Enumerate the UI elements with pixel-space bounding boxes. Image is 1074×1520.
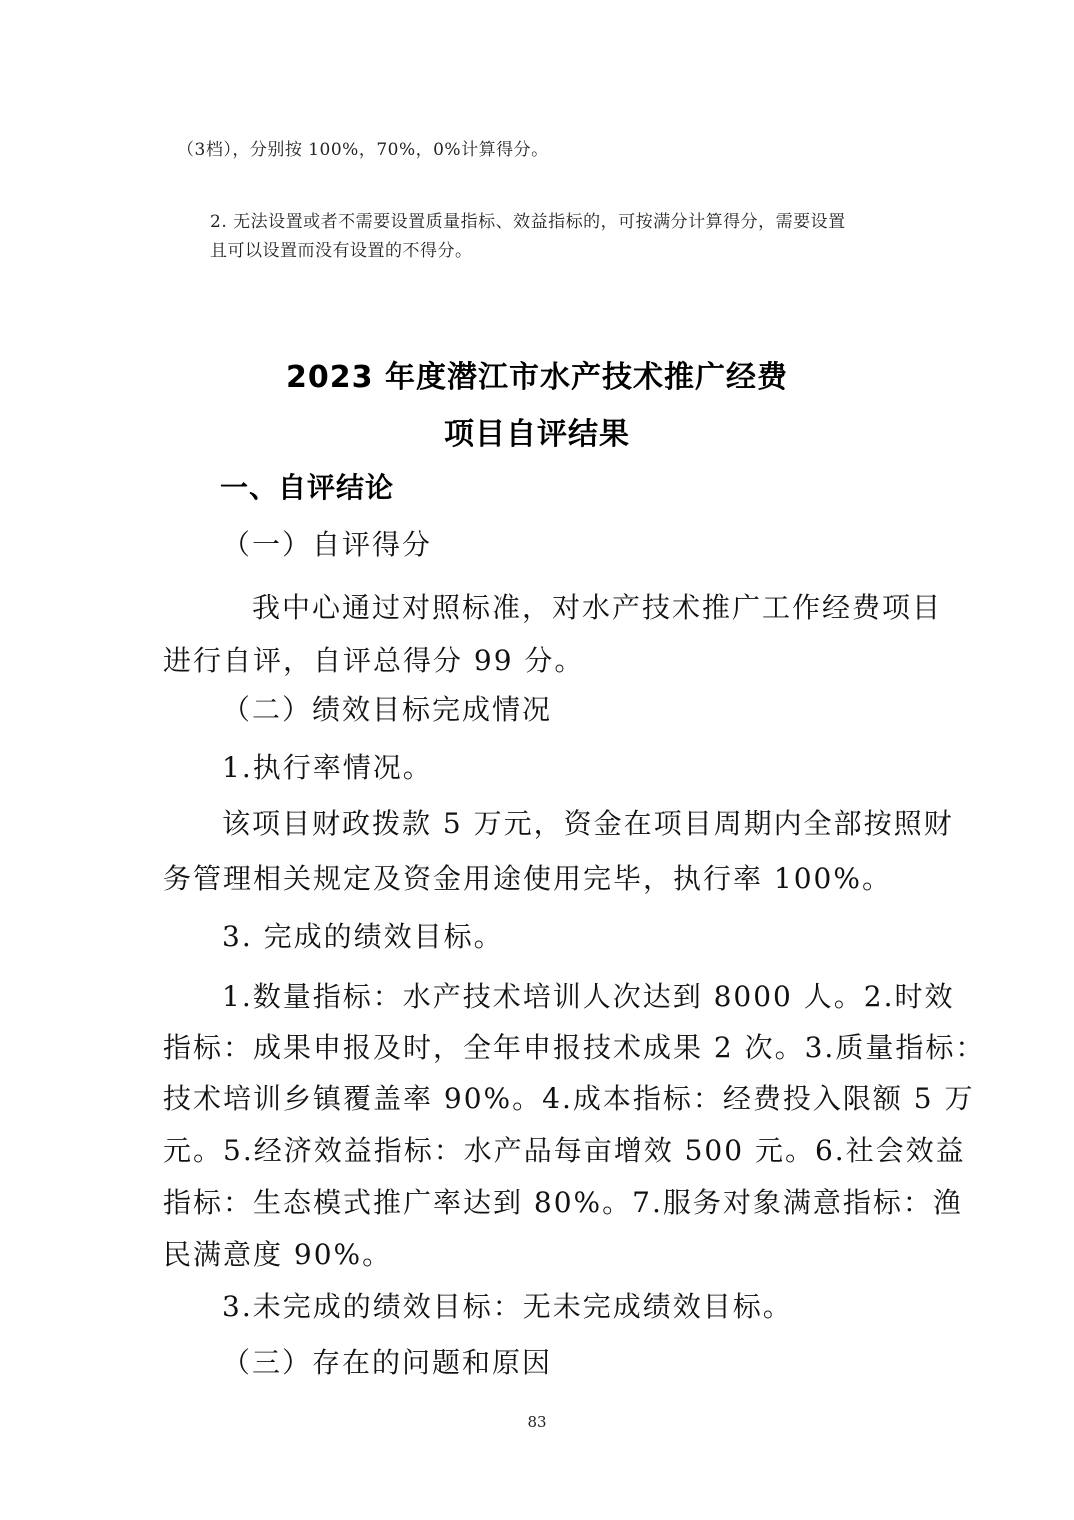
completed-goals-line-1: 1.数量指标：水产技术培训人次达到 8000 人。2.时效 [222, 980, 955, 1013]
completed-goals-line-2: 指标：成果申报及时，全年申报技术成果 2 次。3.质量指标： [163, 1031, 986, 1064]
note-line-3: 且可以设置而没有设置的不得分。 [210, 241, 473, 261]
execution-rate-line-1: 该项目财政拨款 5 万元，资金在项目周期内全部按照财 [222, 807, 954, 840]
completed-goals-line-6: 民满意度 90%。 [163, 1238, 393, 1271]
completed-goals-line-4: 元。5.经济效益指标：水产品每亩增效 500 元。6.社会效益 [163, 1134, 966, 1167]
document-title-line-1: 2023 年度潜江市水产技术推广经费 [286, 360, 788, 395]
note-line-2: 2. 无法设置或者不需要设置质量指标、效益指标的，可按满分计算得分，需要设置 [210, 212, 846, 232]
execution-rate-line-2: 务管理相关规定及资金用途使用完毕，执行率 100%。 [163, 862, 892, 895]
score-paragraph-line-1: 我中心通过对照标准，对水产技术推广工作经费项目 [252, 591, 943, 624]
completed-goals-heading: 3. 完成的绩效目标。 [222, 920, 504, 953]
uncompleted-goals-line: 3.未完成的绩效目标：无未完成绩效目标。 [222, 1290, 793, 1323]
completed-goals-line-3: 技术培训乡镇覆盖率 90%。4.成本指标：经费投入限额 5 万 [163, 1082, 975, 1115]
subsection-heading-score: （一）自评得分 [222, 528, 433, 561]
section-heading-conclusion: 一、自评结论 [220, 471, 395, 504]
subsection-heading-performance: （二）绩效目标完成情况 [222, 693, 553, 726]
subsection-heading-problems: （三）存在的问题和原因 [222, 1346, 553, 1379]
score-paragraph-line-2: 进行自评，自评总得分 99 分。 [163, 644, 585, 677]
execution-rate-heading: 1.执行率情况。 [222, 751, 433, 784]
completed-goals-line-5: 指标：生态模式推广率达到 80%。7.服务对象满意指标：渔 [163, 1186, 963, 1219]
page-number: 83 [527, 1413, 547, 1431]
note-line-1: （3档），分别按 100%，70%，0%计算得分。 [177, 140, 549, 160]
document-title-line-2: 项目自评结果 [444, 417, 630, 452]
